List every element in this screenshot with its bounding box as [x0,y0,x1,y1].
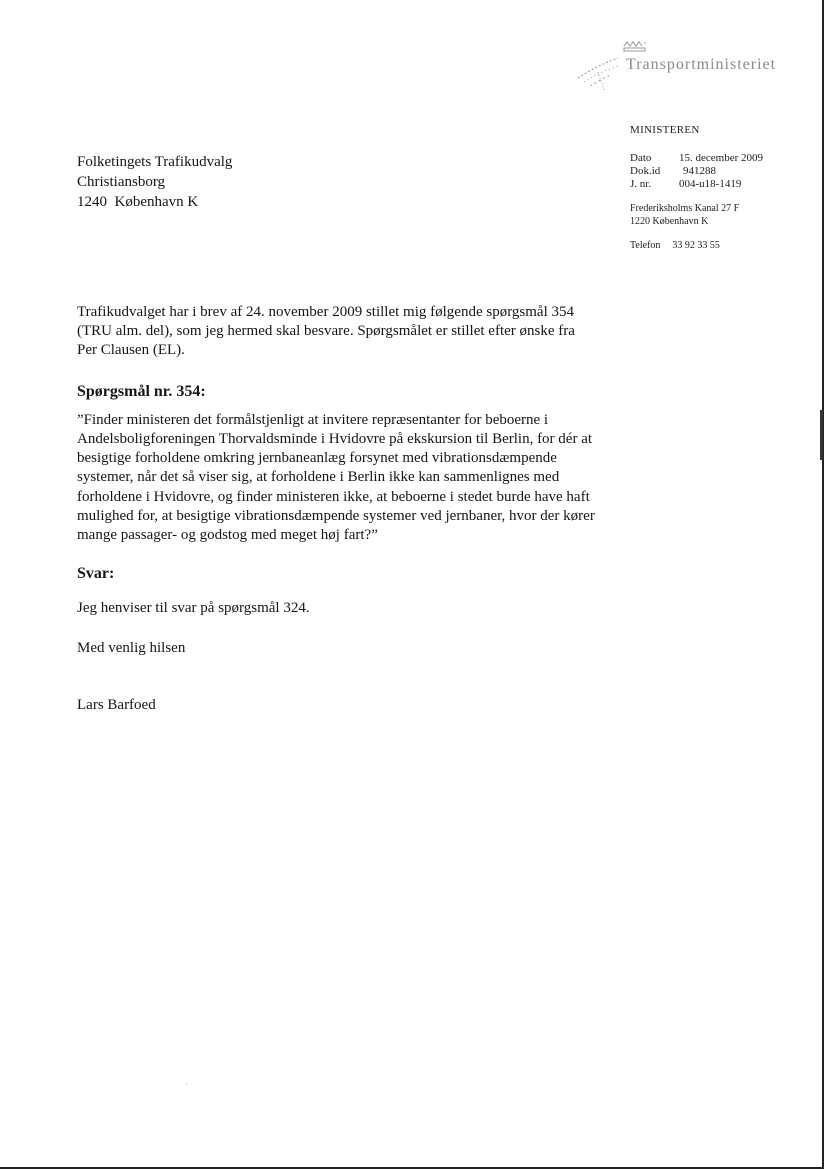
recipient-line-2: Christiansborg [77,174,166,190]
phone-label: Telefon [630,240,661,251]
dokid-label: Dok.id [630,165,661,177]
jnr-label: J. nr. [630,178,652,190]
jnr-value: 004-u18-1419 [679,178,742,190]
date-value: 15. december 2009 [679,152,763,164]
logo-wordmark: Transportministeriet [626,56,777,73]
recipient-address [77,152,232,212]
ministry-logo [574,38,796,98]
dokid-value: 941288 [683,165,716,177]
address-street: Frederiksholms Kanal 27 F [630,203,740,214]
recipient-line-3: 1240 København K [77,194,199,210]
intro-paragraph: Trafikudvalget har i brev af 24. november 2009 stillet mig følgende spørgsmål 354 (TRU alm. del), som jeg hermed skal besvare. Spørgsmålet er stillet efter ønske fra Per Clausen (EL). [77,304,575,359]
scan-mark [820,410,823,460]
question-heading: Spørgsmål nr. 354: [77,382,206,400]
date-label: Dato [630,152,652,164]
answer-paragraph: Jeg henviser til svar på spørgsmål 324. [77,600,310,617]
phone-value: 33 92 33 55 [672,240,720,251]
sender-phone [630,240,720,251]
question-paragraph: ”Finder ministeren det formålstjenligt at invitere repræsentanter for beboerne i Andelsboligforeningen Thorvaldsminde i Hvidovre på ekskursion til Berlin, for dér at besigtige forholdene omkring jernbaneanlæg forsynet med vibrationsdæmpende systemer, når det så viser sig, at forholdene i Berlin ikke kan sammenlignes med forholdene i Hvidovre, og finder ministeren ikke, at beboerne i stedet burde have haft mulighed for, at besigtige vibrationsdæmpende systemer ved jernbaner, hvor der kører mange passager- og godstog med meget høj fart?” [77,411,595,544]
office-title: MINISTEREN [630,124,700,136]
scan-speck [186,1084,187,1085]
recipient-line-1: Folketingets Trafikudvalg [77,154,233,170]
address-city: 1220 København K [630,216,709,227]
closing-line: Med venlig hilsen [77,639,186,656]
signature: Lars Barfoed [77,696,156,713]
letter-body [77,303,597,715]
sender-address [630,202,739,228]
answer-heading: Svar: [77,565,115,583]
